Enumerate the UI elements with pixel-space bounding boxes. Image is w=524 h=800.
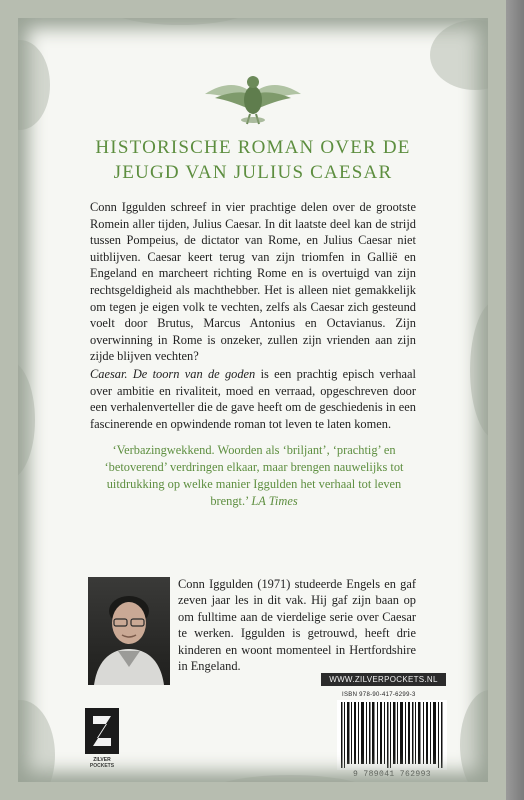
synopsis-paragraph: Conn Iggulden schreef in vier prachtige delen over de grootste Romein aller tijden, Julius Caesar. In dit laatste deel kan de strijd tussen Pompeius, de dictator van Rome, en Julius Caesar niet uitblijven. Caesar keert terug van zijn triomfen in Gallië en Engeland en marcheert richting Rome en is overtuigd van zijn rechtsgeldigheid als machthebber. Het is alleen niet gemakkelijk om tegen je eigen volk te vechten, zelfs als Caesar zich gesteund voelt door Brutus, Marcus Antonius en Octavianus. Zijn overwinning in Rome is onzeker, zullen zijn vrienden aan zijn zijde blijven vechten? — [90, 200, 416, 364]
isbn-label: ISBN 978-90-417-6299-3 — [342, 692, 416, 698]
border-texture — [430, 20, 506, 90]
author-photo — [88, 577, 170, 685]
heading-line-1: HISTORISCHE ROMAN OVER DE — [95, 137, 411, 158]
description-paragraph — [90, 366, 416, 432]
press-quote — [96, 442, 412, 510]
barcode-number: 9 789041 762993 — [352, 770, 431, 779]
publisher-logo-text — [84, 757, 120, 769]
publisher-url[interactable]: WWW.ZILVERPOCKETS.NL — [321, 673, 446, 686]
book-title-italic: Caesar. De toorn van de goden — [90, 367, 256, 381]
border-texture — [460, 690, 506, 800]
logo-text-line-1: ZILVER — [93, 757, 111, 763]
quote-source: LA Times — [251, 494, 298, 508]
description-text: is een prachtig episch verhaal over ambitie en rivaliteit, moed en verraad, opgeschreven door een verhalenverteller die de gave heeft om de geschiedenis in een fascinerende en opwindende roman tot leven te laten komen. — [90, 367, 416, 431]
zilverpockets-logo-icon — [85, 708, 119, 754]
heading-line-2: JEUGD VAN JULIUS CAESAR — [113, 162, 393, 183]
border-texture — [0, 360, 35, 480]
book-spine-edge — [506, 0, 524, 800]
barcode — [337, 700, 447, 770]
border-texture — [470, 300, 506, 440]
border-texture — [0, 40, 50, 130]
quote-text: ‘Verbazingwekkend. Woorden als ‘briljant’, ‘prachtig’ en ‘betoverend’ verdringen elkaar, maar brengen nauwelijks tot uitdrukking op welke manier Iggulden het verhaal tot leven brengt.’ — [104, 443, 404, 508]
border-texture — [100, 0, 260, 25]
author-bio: Conn Iggulden (1971) studeerde Engels en gaf zeven jaar les in dit vak. Hij gaf zijn baan op om fulltime aan de vierdelige serie over Caesar te werken. Iggulden is getrouwd, heeft drie kinderen en woont momenteel in Hertfordshire in Engeland. — [178, 577, 416, 674]
eagle-emblem-icon — [203, 64, 303, 128]
border-texture — [0, 700, 55, 800]
logo-text-line-2: POCKETS — [89, 763, 115, 769]
